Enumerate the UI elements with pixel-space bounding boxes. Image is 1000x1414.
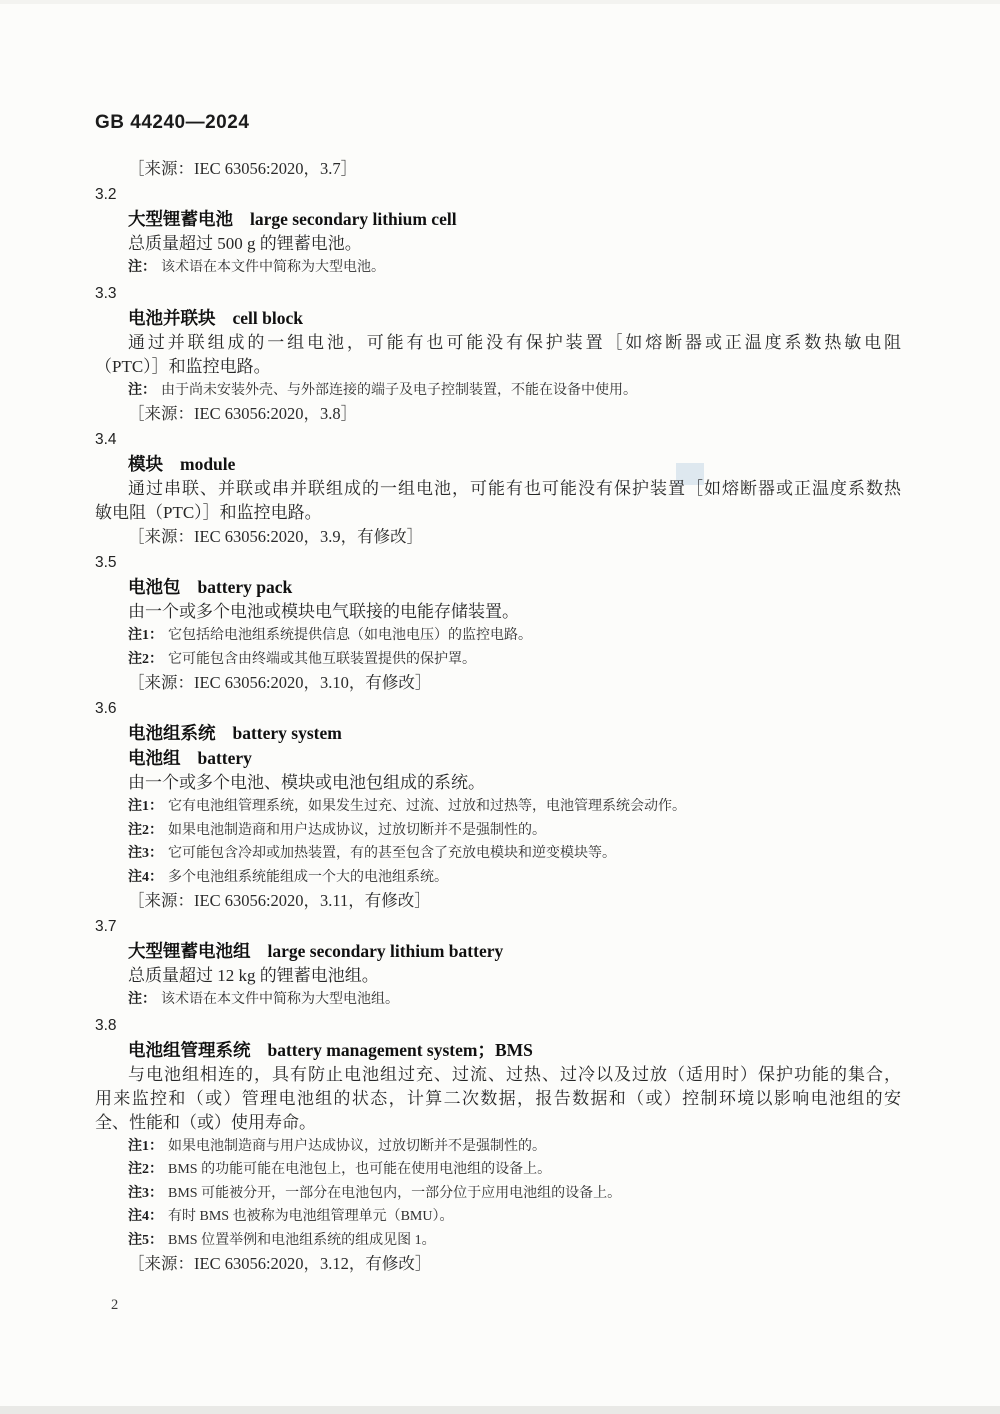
page-number: 2: [111, 1297, 119, 1313]
note-text: 有时 BMS 也被称为电池组管理单元（BMU）。: [168, 1209, 454, 1224]
section-3-6: [95, 697, 901, 913]
section-3-7: [95, 915, 901, 1012]
source-reference: ［来源：IEC 63056:2020，3.8］: [128, 404, 358, 423]
definition-line: 用来监控和（或）管理电池组的状态，计算二次数据，报告数据和（或）控制环境以影响电池组的安: [95, 1088, 901, 1108]
note: [95, 1135, 901, 1159]
scan-edge-bottom: [0, 1406, 1000, 1414]
note-text: 多个电池组系统能组成一个大的电池组系统。: [168, 869, 448, 885]
definition-line: 由一个或多个电池或模块电气联接的电能存储装置。: [128, 602, 519, 621]
term-line: [95, 1038, 901, 1063]
note-text: BMS 的功能可能在电池包上，也可能在使用电池组的设备上。: [168, 1162, 552, 1177]
section-number: 3.8: [95, 1016, 117, 1034]
term-en: battery system: [232, 723, 342, 743]
section-number: 3.6: [95, 700, 117, 717]
section-number: 3.3: [95, 284, 117, 302]
note: [95, 819, 901, 843]
note-label: 注2：: [128, 822, 163, 838]
note-text: BMS 位置举例和电池组系统的组成见图 1。: [168, 1232, 436, 1248]
definition-line: 通过并联组成的一组电池，可能有也可能没有保护装置［如熔断器或正温度系数热敏电阻: [128, 332, 901, 352]
note: [95, 379, 901, 403]
source-reference: ［来源：IEC 63056:2020，3.12，有修改］: [128, 1254, 432, 1273]
note: [95, 256, 901, 280]
term-zh: 电池组: [128, 748, 181, 768]
source-reference: ［来源：IEC 63056:2020，3.9，有修改］: [128, 527, 424, 546]
note: [95, 1229, 901, 1253]
section-number: 3.2: [95, 186, 117, 203]
note-text: BMS 可能被分开，一部分在电池包内，一部分位于应用电池组的设备上。: [168, 1185, 622, 1201]
term-en: module: [180, 454, 236, 474]
note-text: 它可能包含由终端或其他互联装置提供的保护罩。: [168, 651, 476, 667]
term-en: large secondary lithium battery: [267, 941, 504, 961]
note-label: 注1：: [128, 799, 163, 814]
note: [95, 1182, 901, 1206]
term-zh: 电池组系统: [128, 723, 216, 743]
definition-line: 由一个或多个电池、模块或电池包组成的系统。: [128, 773, 485, 792]
definition-line: 通过串联、并联或串并联组成的一组电池，可能有也可能没有保护装置［如熔断器或正温度系数热: [128, 479, 901, 498]
note-text: 它有电池组管理系统，如果发生过充、过流、过放和过热等，电池管理系统会动作。: [168, 799, 686, 814]
note-label: 注：: [128, 382, 156, 398]
note-label: 注3：: [128, 846, 163, 861]
term-line: [95, 575, 901, 600]
note-text: 由于尚未安装外壳、与外部连接的端子及电子控制装置，不能在设备中使用。: [161, 382, 637, 398]
term-line: [95, 746, 901, 771]
term-line: [95, 939, 901, 964]
note-label: 注2：: [128, 1162, 163, 1177]
definition-line: （PTC）］和监控电路。: [95, 356, 271, 376]
source-reference: ［来源：IEC 63056:2020，3.11，有修改］: [128, 891, 431, 910]
note-label: 注1：: [128, 628, 163, 643]
term-zh: 大型锂蓄电池组: [128, 941, 251, 961]
section-3-3: [95, 282, 901, 427]
term-en: large secondary lithium cell: [250, 209, 457, 229]
note-text: 它包括给电池组系统提供信息（如电池电压）的监控电路。: [168, 628, 532, 643]
note-label: 注：: [128, 260, 156, 275]
note-text: 该术语在本文件中简称为大型电池。: [161, 260, 385, 275]
note-label: 注4：: [128, 1209, 163, 1224]
definition-line: 与电池组相连的，具有防止电池组过充、过流、过热、过冷以及过放（适用时）保护功能的集合，: [128, 1064, 901, 1084]
section-3-2: [95, 183, 901, 280]
term-en: battery management system；BMS: [267, 1039, 533, 1060]
section-3-8: [95, 1014, 901, 1277]
note: [95, 795, 901, 819]
term-line: [95, 452, 901, 477]
standard-number-header: GB 44240—2024: [95, 112, 250, 133]
note-label: 注3：: [128, 1185, 163, 1201]
note-label: 注2：: [128, 651, 163, 667]
definition-line: 总质量超过 500 g 的锂蓄电池。: [128, 234, 362, 253]
page-content: [95, 110, 901, 1276]
section-number: 3.4: [95, 431, 117, 448]
term-zh: 模块: [128, 454, 163, 474]
note: [95, 842, 901, 866]
term-zh: 电池并联块: [128, 307, 216, 328]
note: [95, 988, 901, 1012]
note-label: 注1：: [128, 1138, 163, 1154]
note: [95, 648, 901, 672]
note: [95, 1158, 901, 1182]
term-zh: 大型锂蓄电池: [128, 209, 233, 229]
definition-line: 全、性能和（或）使用寿命。: [95, 1112, 316, 1132]
term-line: [95, 207, 901, 232]
note-label: 注：: [128, 992, 156, 1007]
section-3-5: [95, 551, 901, 695]
source-reference: ［来源：IEC 63056:2020，3.7］: [128, 159, 358, 178]
note: [95, 624, 901, 648]
note: [95, 1205, 901, 1229]
term-en: battery: [197, 748, 252, 768]
section-number: 3.7: [95, 918, 117, 935]
term-line: [95, 306, 901, 331]
term-en: cell block: [232, 307, 303, 328]
term-zh: 电池包: [128, 577, 181, 597]
section-3-4: [95, 428, 901, 549]
note-label: 注4：: [128, 869, 163, 885]
note-text: 如果电池制造商与用户达成协议，过放切断并不是强制性的。: [168, 1138, 546, 1154]
source-reference: ［来源：IEC 63056:2020，3.10，有修改］: [128, 673, 432, 692]
note-text: 它可能包含冷却或加热装置，有的甚至包含了充放电模块和逆变模块等。: [168, 846, 616, 861]
note: [95, 866, 901, 890]
term-en: battery pack: [197, 577, 293, 597]
term-line: [95, 721, 901, 746]
note-text: 该术语在本文件中简称为大型电池组。: [161, 992, 399, 1007]
term-zh: 电池组管理系统: [128, 1039, 251, 1060]
section-number: 3.5: [95, 554, 117, 571]
scan-edge-top: [0, 0, 1000, 4]
definition-line: 敏电阻（PTC）］和监控电路。: [95, 503, 322, 522]
note-text: 如果电池制造商和用户达成协议，过放切断并不是强制性的。: [168, 822, 546, 838]
definition-line: 总质量超过 12 kg 的锂蓄电池组。: [128, 966, 379, 985]
note-label: 注5：: [128, 1232, 163, 1248]
